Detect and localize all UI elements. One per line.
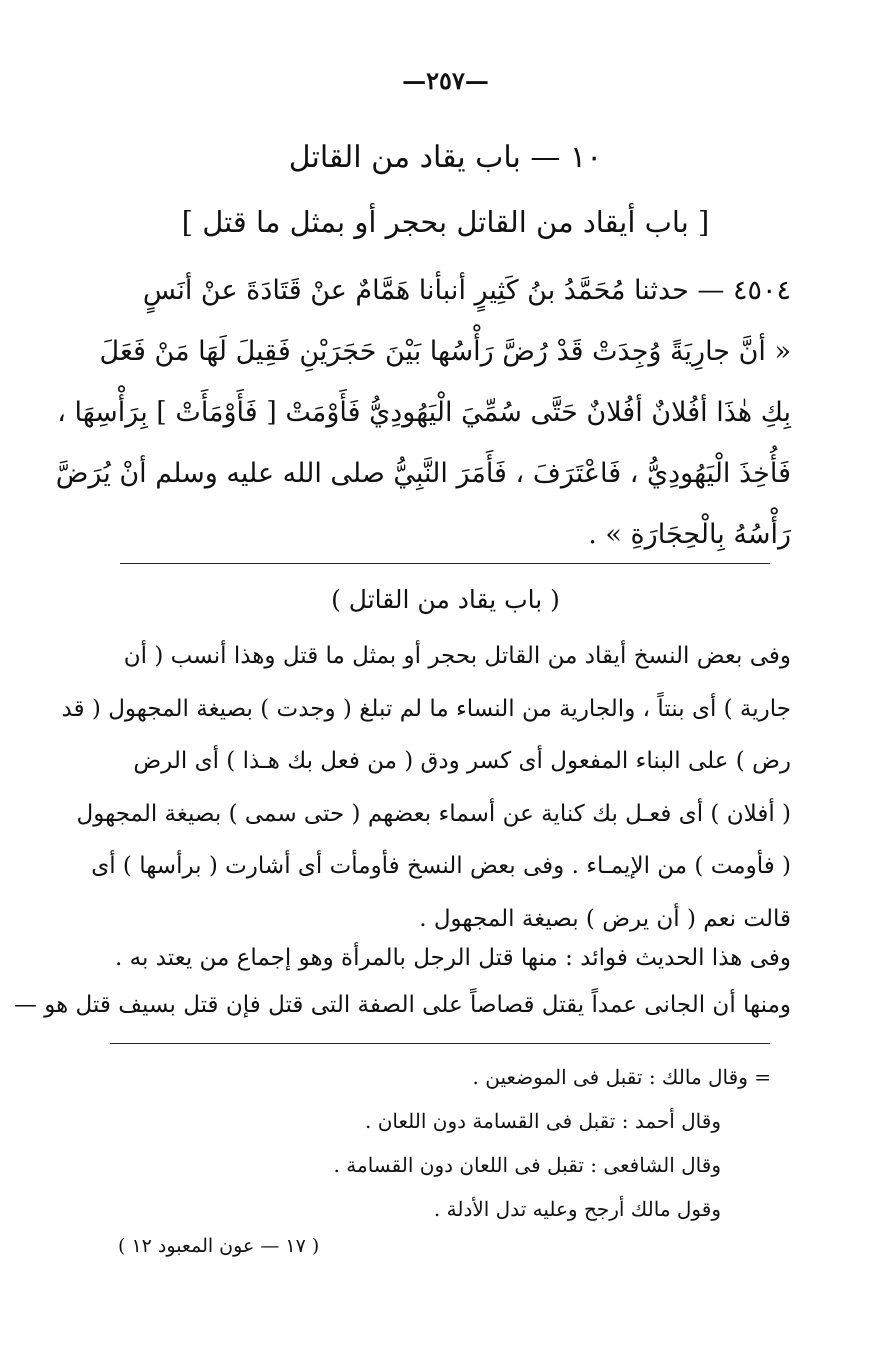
hadith-text	[55, 260, 791, 565]
benefits-line: وفى هذا الحديث فوائد : منها قتل الرجل بالمرأة وهو إجماع من يعتد به .	[115, 945, 791, 971]
commentary-line: ( فأومت ) من الإيمـاء . وفى بعض النسخ فأومأت أى أشارت ( برأسها ) أى	[91, 853, 791, 879]
footnotes	[111, 1055, 771, 1231]
footnote-line: وقال أحمد : تقبل فى القسامة دون اللعان .	[365, 1109, 721, 1133]
hadith-line: فَأُخِذَ الْيَهُودِيُّ ، فَاعْتَرَفَ ، فَأَمَرَ النَّبِيُّ صلى الله عليه وسلم أنْ يُرَضَّ	[55, 458, 791, 489]
hadith-line: رَأْسُهُ بِالْحِجَارَةِ » .	[588, 519, 791, 550]
section-divider	[120, 563, 770, 564]
hadith-line: « أنَّ جارِيَةً وُجِدَتْ قَدْ رُضَّ رَأْسُها بَيْنَ حَجَرَيْنِ فَقِيلَ لَهَا مَنْ فَعَلَ	[99, 336, 791, 367]
footnote-line: = وقال مالك : تقبل فى الموضعين .	[472, 1065, 771, 1089]
page-number: —٢٥٧—	[402, 66, 489, 95]
benefits-text	[13, 935, 791, 1029]
benefits-line: ومنها أن الجانى عمداً يقتل قصاصاً على الصفة التى قتل فإن قتل بسيف قتل هو —	[13, 992, 791, 1018]
signature-mark: ( ١٧ — عون المعبود ١٢ )	[118, 1235, 320, 1257]
commentary-text	[61, 630, 791, 945]
footnote-line: وقول مالك أرجح وعليه تدل الأدلة .	[433, 1197, 721, 1221]
commentary-line: رض ) على البناء المفعول أى كسر ودق ( من فعل بك هـذا ) أى الرض	[133, 748, 791, 774]
commentary-line: جارية ) أى بنتاً ، والجارية من النساء ما لم تبلغ ( وجدت ) بصيغة المجهول ( قد	[61, 695, 791, 722]
chapter-title: ١٠ — باب يقاد من القاتل	[288, 140, 603, 175]
hadith-line: بِكِ هٰذَا أفُلانٌ أفُلانٌ حَتَّى سُمِّيَ الْيَهُودِيُّ فَأَوْمَتْ [ فَأَوْمَأَتْ ] بِرَأْسِهَا ،	[57, 397, 791, 428]
commentary-line: ( أفلان ) أى فعـل بك كناية عن أسماء بعضهم ( حتى سمى ) بصيغة المجهول	[76, 800, 791, 827]
commentary-heading: ( باب يقاد من القاتل )	[331, 585, 560, 614]
bab-heading: [ باب أيقاد من القاتل بحجر أو بمثل ما قتل ]	[181, 205, 710, 239]
footnote-divider	[110, 1043, 770, 1044]
footnote-line: وقال الشافعى : تقبل فى اللعان دون القسامة .	[333, 1153, 721, 1177]
hadith-line: ٤٥٠٤ — حدثنا مُحَمَّدُ بنُ كَثِيرٍ أنبأنا هَمَّامٌ عنْ قَتَادَةَ عنْ أنَسٍ	[142, 275, 791, 306]
commentary-line: قالت نعم ( أن يرض ) بصيغة المجهول .	[419, 905, 791, 932]
commentary-line: وفى بعض النسخ أيقاد من القاتل بحجر أو بمثل ما قتل وهذا أنسب ( أن	[123, 643, 791, 669]
